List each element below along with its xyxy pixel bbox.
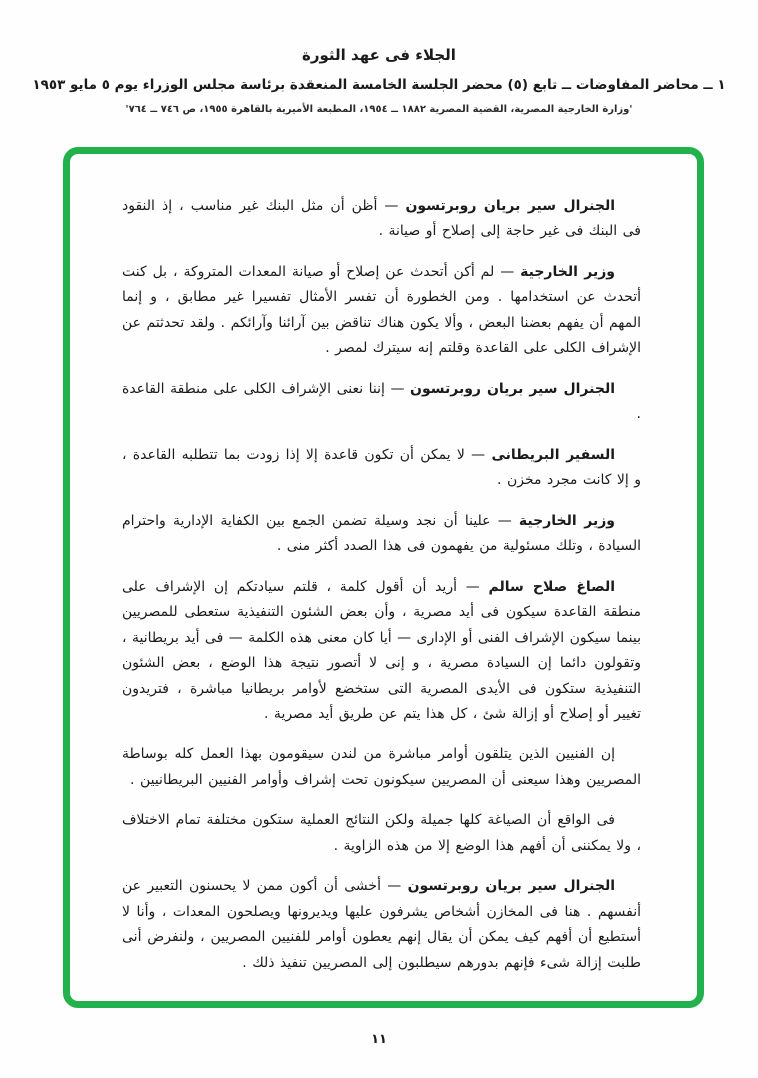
paragraph-6	[122, 575, 641, 728]
document-source-citation: 'وزارة الخارجية المصرية، القضية المصرية ١٨٨٢ ــ ١٩٥٤، المطبعة الأميرية بالقاهرة ١٩٥٥، ص ٧٤٦ ــ ٧٦٤'	[125, 104, 633, 115]
paragraph-3	[122, 377, 641, 428]
speaker-name: الجنرال سير بريان روبرتسون	[410, 380, 616, 397]
paragraph-text: — علينا أن نجد وسيلة تضمن الجمع بين الكفاية الإدارية واحترام السيادة ، وتلك مسئولية من يفهمون فى هذا الصدد أكثر منى .	[122, 512, 641, 555]
speaker-name: الجنرال سير بريان روبرتسون	[407, 878, 616, 895]
page-number: ١١	[371, 1032, 387, 1047]
paragraph-2	[122, 260, 641, 362]
paragraph-8	[122, 808, 641, 859]
paragraph-4	[122, 443, 641, 494]
paragraph-text: — أريد أن أقول كلمة ، قلتم سيادتكم إن الإشراف على منطقة القاعدة سيكون فى أيد مصرية ، وأن بعض الشئون التنفيذية ستعطى للمصريين بينما سيكون الإشراف الفنى أو الإدارى — أيا كان معنى هذه الكلمة — فى أيد بريطانية ، وتقولون دائما إن السيادة مصرية ، و إنى لا أتصور نتيجة هذا الوضع ، بعض الشئون التنفيذية ستكون فى الأيدى المصرية التى ستخضع لأوامر بريطانيا مباشرة ، فتريدون تغيير أو إصلاح أو إزالة شئ ، كل هذا يتم عن طريق أيد مصرية .	[122, 578, 641, 722]
paragraph-text: — لم أكن أتحدث عن إصلاح أو صيانة المعدات المتروكة ، بل كنت أتحدث عن استخدامها . ومن الخطورة أن تفسر الأمثال تفسيرا غير مطابق ، و إنما المهم أن يفهم بعضنا البعض ، وألا يكون هناك تناقض بين آرائنا وآرائكم . ولقد تحدثتم عن الإشراف الكلى على القاعدة وقلتم إنه سيترك لمصر .	[122, 263, 641, 357]
speaker-name: وزير الخارجية	[520, 263, 615, 280]
paragraph-text: — أخشى أن أكون ممن لا يحسنون التعبير عن أنفسهم . هنا فى المخازن أشخاص يشرفون عليها ويديرونها ويصلحون المعدات ، وأنا لا أستطيع أن أفهم كيف يمكن أن يقال إنهم يعطون أوامر للفنيين المصريين ، ولنفرض أنى طلبت إزالة شىء فإنهم بدورهم سيطلبون إلى المصريين تنفيذ ذلك .	[122, 878, 641, 971]
speaker-name: الصاغ صلاح سالم	[488, 578, 615, 595]
highlight-frame	[63, 147, 704, 1008]
document-title: الجلاء فى عهد الثورة	[302, 46, 456, 64]
paragraph-text: — إننا نعنى الإشراف الكلى على منطقة القاعدة .	[122, 380, 641, 423]
speaker-name: الجنرال سير بريان روبرتسون	[405, 198, 616, 214]
paragraph-1	[122, 194, 641, 245]
paragraph-7	[122, 742, 641, 793]
speaker-name: وزير الخارجية	[518, 512, 616, 529]
paragraph-text: إن الفنيين الذين يتلقون أوامر مباشرة من لندن سيقومون بهذا العمل كله بوساطة المصريين وهذا سيعنى أن المصريين سيكونون تحت إشراف وأوامر الفنيين البريطانيين .	[122, 746, 641, 788]
document-subtitle: ١ ــ محاضر المفاوضات ــ تابع (٥) محضر الجلسة الخامسة المنعقدة برئاسة مجلس الوزراء يوم ٥ مايو ١٩٥٣	[32, 77, 726, 93]
paragraph-text: — أظن أن مثل البنك غير مناسب ، إذ النقود فى البنك فى غير حاجة إلى إصلاح أو صيانة .	[122, 198, 641, 240]
speaker-name: السفير البريطانى	[491, 446, 615, 463]
document-header	[0, 46, 758, 115]
document-body	[122, 194, 641, 976]
paragraph-text: — لا يمكن أن تكون قاعدة إلا إذا زودت بما تتطلبه القاعدة ، و إلا كانت مجرد مخزن .	[122, 446, 641, 489]
paragraph-text: فى الواقع أن الصياغة كلها جميلة ولكن النتائج العملية ستكون مختلفة تمام الاختلاف ، ولا يمكننى أن أفهم هذا الوضع إلا من هذه الزاوية .	[122, 812, 641, 854]
paragraph-5	[122, 509, 641, 560]
paragraph-9	[122, 874, 641, 976]
